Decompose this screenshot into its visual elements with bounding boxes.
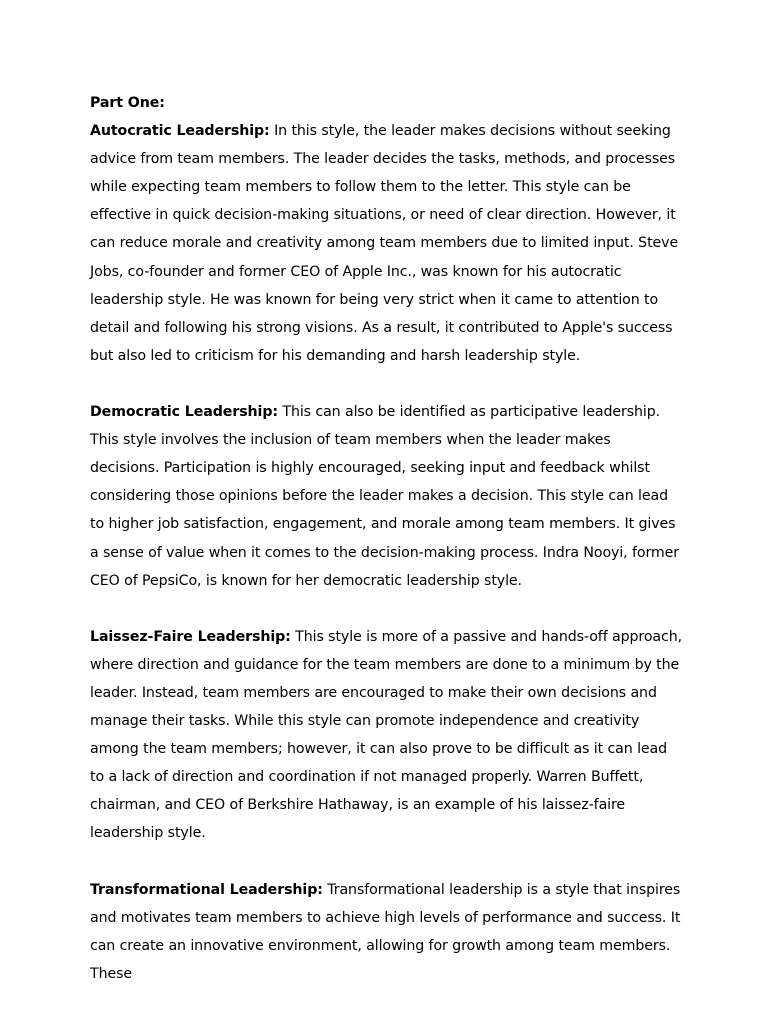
section-laissez-faire <box>90 623 682 848</box>
document-body <box>90 89 682 1016</box>
part-heading: Part One: <box>90 95 165 111</box>
section-text: Transformational leadership is a style that inspires and motivates team members to achieve high levels of performance and success. It can create an innovative environment, allowing for growth among team members. These <box>90 881 681 982</box>
section-democratic <box>90 398 682 595</box>
section-term: Democratic Leadership: <box>90 404 278 421</box>
section-term: Transformational Leadership: <box>90 881 323 898</box>
section-transformational <box>90 876 682 988</box>
section-text: This can also be identified as participative leadership. This style involves the inclusion of team members when the leader makes decisions. Participation is highly encouraged, seeking input and feedback whilst considering those opinions before the leader makes a decision. This style can lead to higher job satisfaction, engagement, and morale among team members. It gives a sense of value when it comes to the decision-making process. Indra Nooyi, former CEO of PepsiCo, is known for her democratic leadership style. <box>90 404 680 589</box>
section-term: Autocratic Leadership: <box>90 123 270 140</box>
section-term: Laissez-Faire Leadership: <box>90 628 291 645</box>
section-text: This style is more of a passive and hands-off approach, where direction and guidance for the team members are done to a minimum by the leader. Instead, team members are encouraged to make their own decisions and manage their tasks. While this style can promote independence and creativity among the team members; however, it can also prove to be difficult as it can lead to a lack of direction and coordination if not managed properly. Warren Buffett, chairman, and CEO of Berkshire Hathaway, is an example of his laissez-faire leadership style. <box>90 628 682 842</box>
section-autocratic <box>90 117 682 370</box>
section-text: In this style, the leader makes decisions without seeking advice from team members. The leader decides the tasks, methods, and processes while expecting team members to follow them to the letter. This style can be effective in quick decision-making situations, or need of clear direction. However, it can reduce morale and creativity among team members due to limited input. Steve Jobs, co-founder and former CEO of Apple Inc., was known for his autocratic leadership style. He was known for being very strict when it came to attention to detail and following his strong visions. As a result, it contributed to Apple's success but also led to criticism for his demanding and harsh leadership style. <box>90 123 679 364</box>
